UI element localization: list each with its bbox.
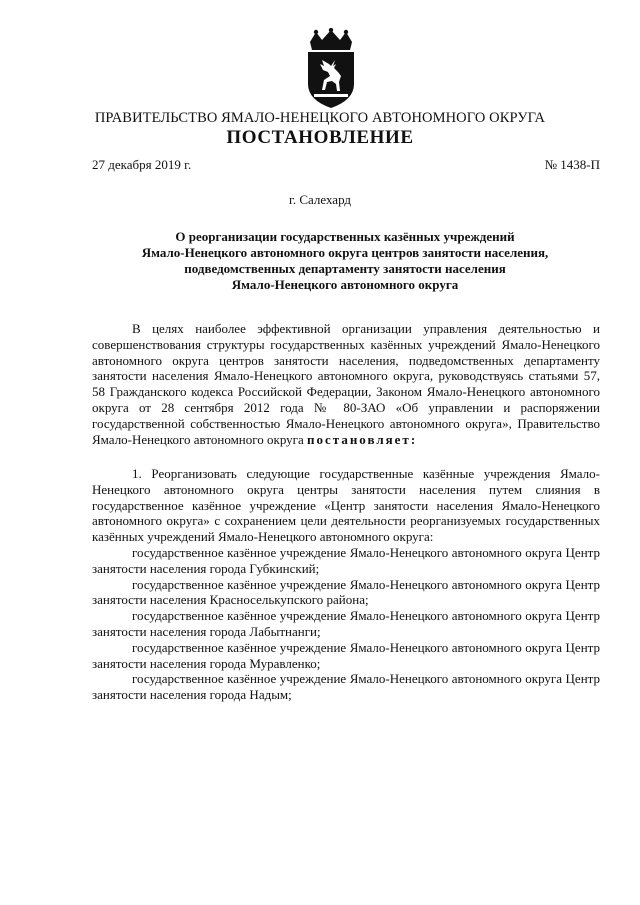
document-title bbox=[90, 229, 600, 293]
clause-1-text: 1. Реорганизовать следующие государственные казённые учреждения Ямало-Ненецкого автономного округа центры занятости населения путем слияния в государственное казённое учреждение «Центр занятости населения Ямало-Ненецкого автономного округа» с сохранением цели деятельности реорганизуемых государственных казённых учреждений Ямало-Ненецкого автономного округа: bbox=[92, 466, 600, 545]
title-line: Ямало-Ненецкого автономного округа bbox=[231, 277, 459, 292]
list-item: государственное казённое учреждение Ямало-Ненецкого автономного округа Центр занятости населения Красноселькупского района; bbox=[92, 576, 600, 608]
document-date: 27 декабря 2019 г. bbox=[92, 157, 192, 172]
clause-1 bbox=[92, 466, 600, 703]
title-line: Ямало-Ненецкого автономного округа центров занятости населения, bbox=[141, 245, 549, 260]
list-item: государственное казённое учреждение Ямало-Ненецкого автономного округа Центр занятости населения города Муравленко; bbox=[92, 639, 600, 671]
title-line: подведомственных департаменту занятости населения bbox=[184, 261, 506, 276]
document-number: № 1438-П bbox=[544, 157, 600, 172]
list-item: государственное казённое учреждение Ямало-Ненецкого автономного округа Центр занятости населения города Лабытнанги; bbox=[92, 608, 600, 639]
list-item: государственное казённое учреждение Ямало-Ненецкого автономного округа Центр занятости населения города Губкинский; bbox=[92, 544, 600, 576]
document-type: ПОСТАНОВЛЕНИЕ bbox=[226, 127, 414, 148]
preamble bbox=[92, 321, 600, 447]
document-city: г. Салехард bbox=[288, 192, 352, 207]
title-line: О реорганизации государственных казённых учреждений bbox=[175, 229, 515, 244]
yanao-coat-of-arms-icon bbox=[300, 28, 362, 110]
preamble-text: В целях наиболее эффективной организации управления деятельностью и совершенствования структуры государственных казённых учреждений Ямало-Ненецкого автономного округа центров занятости населения, подведомственных департаменту занятости населения Ямало-Ненецкого автономного округа, руководствуясь статьями 57, 58 Гражданского кодекса Российской Федерации, Законом Ямало-Ненецкого автономного округа от 28 сентября 2012 года № 80-ЗАО «Об управлении и распоряжении государственной собственностью Ямало-Ненецкого автономного округа», Правительство Ямало-Ненецкого автономного округа bbox=[92, 321, 600, 447]
preamble-paragraph bbox=[92, 321, 600, 447]
government-name: ПРАВИТЕЛЬСТВО ЯМАЛО-НЕНЕЦКОГО АВТОНОМНОГО ОКРУГА bbox=[94, 110, 546, 126]
list-item: государственное казённое учреждение Ямало-Ненецкого автономного округа Центр занятости населения города Надым; bbox=[92, 671, 600, 703]
preamble-emphasis: постановляет: bbox=[307, 431, 418, 447]
